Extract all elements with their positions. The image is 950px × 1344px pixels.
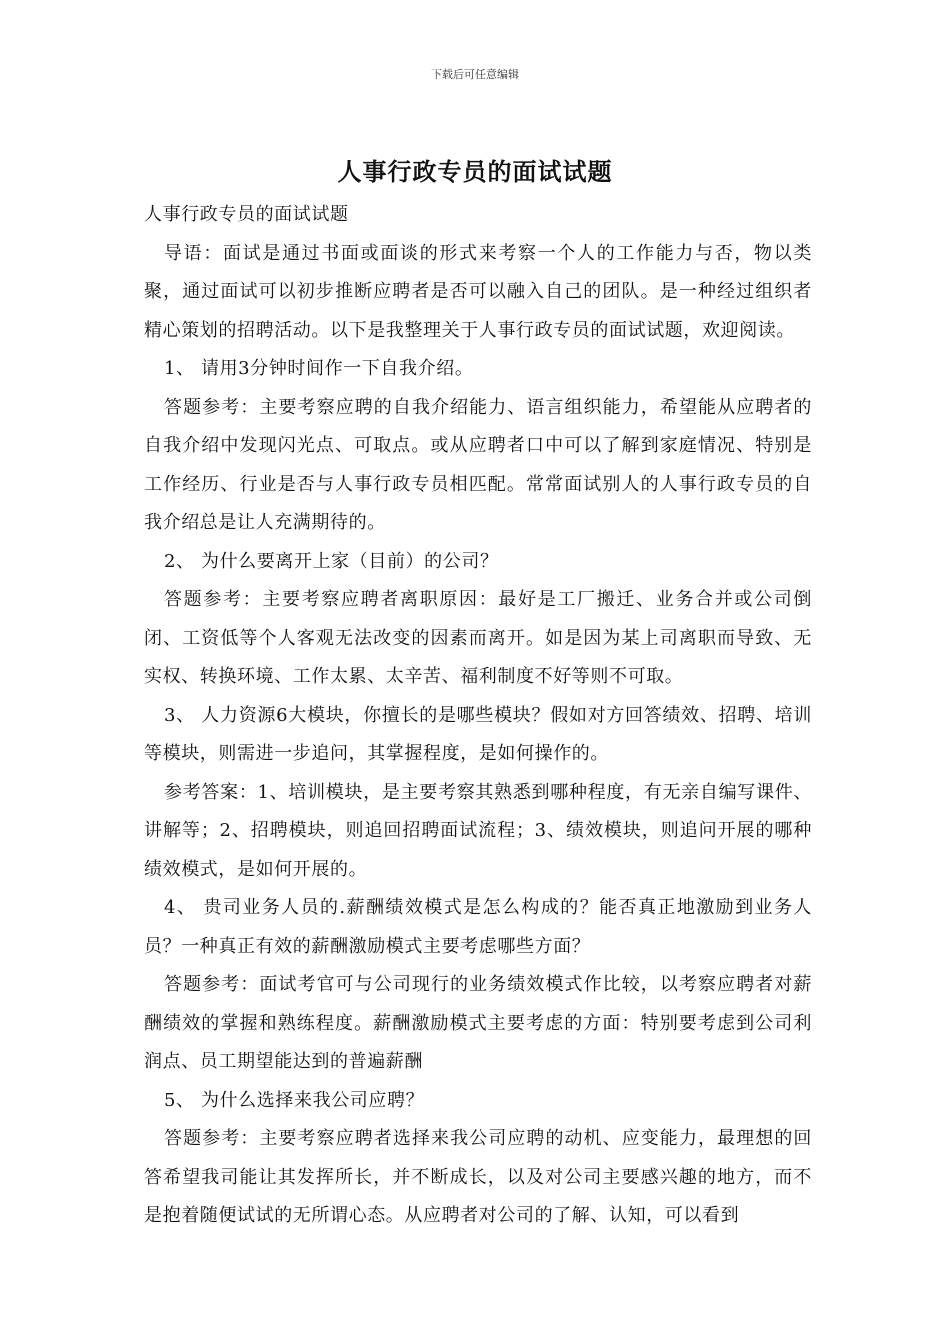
question-4: 4、 贵司业务人员的.薪酬绩效模式是怎么构成的？能否真正地激励到业务人员？一种真正有效的薪酬激励模式主要考虑哪些方面？ <box>144 897 812 957</box>
paragraph-intro: 导语：面试是通过书面或面谈的形式来考察一个人的工作能力与否，物以类聚，通过面试可以初步推断应聘者是否可以融入自己的团队。是一种经过组织者精心策划的招聘活动。以下是我整理关于人事行政专员的面试试题，欢迎阅读。 <box>144 242 812 341</box>
header-note: 下载后可任意编辑 <box>431 68 519 81</box>
answer-2: 答题参考：主要考察应聘者离职原因：最好是工厂搬迁、业务合并或公司倒闭、工资低等个人客观无法改变的因素而离开。如是因为某上司离职而导致、无实权、转换环境、工作太累、太辛苦、福利制度不好等则不可取。 <box>144 589 812 687</box>
question-2: 2、 为什么要离开上家（目前）的公司？ <box>164 550 499 572</box>
document-body <box>144 196 812 1236</box>
answer-5: 答题参考：主要考察应聘者选择来我公司应聘的动机、应变能力，最理想的回答希望我司能让其发挥所长，并不断成长，以及对公司主要感兴趣的地方，而不是抱着随便试试的无所谓心态。从应聘者对公司的了解、认知，可以看到 <box>144 1128 812 1226</box>
answer-1: 答题参考：主要考察应聘的自我介绍能力、语言组织能力，希望能从应聘者的自我介绍中发现闪光点、可取点。或从应聘者口中可以了解到家庭情况、特别是工作经历、行业是否与人事行政专员相匹配。常常面试别人的人事行政专员的自我介绍总是让人充满期待的。 <box>144 396 812 533</box>
question-5: 5、 为什么选择来我公司应聘？ <box>164 1089 425 1111</box>
answer-4: 答题参考：面试考官可与公司现行的业务绩效模式作比较，以考察应聘者对薪酬绩效的掌握和熟练程度。薪酬激励模式主要考虑的方面：特别要考虑到公司利润点、员工期望能达到的普遍薪酬 <box>144 974 812 1072</box>
question-1: 1、 请用3分钟时间作一下自我介绍。 <box>164 358 474 379</box>
document-title: 人事行政专员的面试试题 <box>337 157 613 186</box>
answer-3: 参考答案：1、培训模块，是主要考察其熟悉到哪种程度，有无亲自编写课件、讲解等；2、招聘模块，则追回招聘面试流程；3、绩效模块，则追问开展的哪种绩效模式，是如何开展的。 <box>144 781 812 880</box>
paragraph-subtitle: 人事行政专员的面试试题 <box>144 204 349 225</box>
question-3: 3、 人力资源6大模块，你擅长的是哪些模块？假如对方回答绩效、招聘、培训等模块，则需进一步追问，其掌握程度，是如何操作的。 <box>144 704 812 764</box>
